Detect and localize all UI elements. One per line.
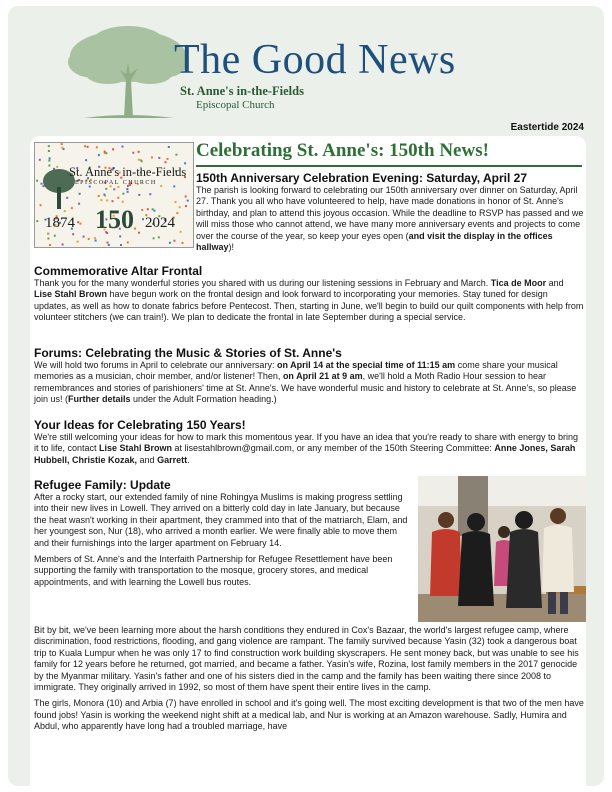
confetti-dot — [142, 218, 144, 220]
ideas-section — [34, 418, 584, 466]
confetti-dot — [138, 194, 140, 196]
church-name: Episcopal Church — [196, 99, 275, 111]
anniversary-text: The parish is looking forward to celebrating our 150th anniversary over dinner on Saturday, April 27. Thank you all who have volunteered to help, have made donations in honor of St. Anne's birthday, and plan to attend this joyous occasion. While the deadline to RSVP has passed and we will miss those who cannot attend, we have many more anniversary events and projects to come over the course of the year, so keep your eyes open (and visit the display in the offices hallway)! — [196, 185, 584, 253]
logo-year-start: 1874 — [45, 215, 75, 231]
confetti-dot — [117, 186, 119, 188]
confetti-dot — [41, 183, 43, 185]
confetti-dot — [106, 199, 108, 201]
confetti-dot — [138, 232, 140, 234]
confetti-dot — [72, 233, 74, 235]
confetti-dot — [134, 228, 136, 230]
refugee-heading: Refugee Family: Update — [34, 478, 171, 492]
confetti-dot — [127, 241, 129, 243]
refugee-family-photo — [418, 476, 586, 622]
confetti-dot — [48, 160, 50, 162]
confetti-dot — [175, 154, 177, 156]
confetti-dot — [168, 146, 170, 148]
confetti-dot — [108, 244, 110, 246]
confetti-dot — [48, 150, 50, 152]
confetti-dot — [61, 147, 63, 149]
title-divider — [196, 165, 582, 167]
confetti-dot — [95, 240, 97, 242]
content-panel — [30, 136, 586, 786]
confetti-dot — [87, 146, 89, 148]
confetti-dot — [103, 194, 105, 196]
confetti-dot — [185, 196, 187, 198]
confetti-dot — [141, 160, 143, 162]
anniversary-section — [196, 171, 584, 253]
confetti-dot — [64, 210, 66, 212]
confetti-dot — [77, 221, 79, 223]
confetti-dot — [158, 157, 160, 159]
confetti-dot — [120, 244, 122, 246]
logo-number: 150 — [95, 205, 134, 234]
confetti-dot — [104, 152, 106, 154]
confetti-dot — [152, 208, 154, 210]
confetti-dot — [122, 193, 124, 195]
confetti-dot — [77, 241, 79, 243]
confetti-dot — [167, 158, 169, 160]
confetti-dot — [56, 166, 58, 168]
confetti-dot — [173, 185, 175, 187]
logo-church-name: St. Anne's in-the-Fields — [69, 165, 187, 179]
confetti-dot — [40, 204, 42, 206]
confetti-dot — [175, 201, 177, 203]
confetti-dot — [182, 242, 184, 244]
ideas-heading: Your Ideas for Celebrating 150 Years! — [34, 418, 246, 432]
confetti-dot — [88, 238, 90, 240]
confetti-dot — [49, 244, 51, 246]
confetti-dot — [47, 233, 49, 235]
confetti-dot — [138, 151, 140, 153]
confetti-dot — [153, 210, 155, 212]
confetti-dot — [79, 193, 81, 195]
anniversary-logo — [34, 142, 194, 248]
confetti-dot — [107, 242, 109, 244]
altar-text: Thank you for the many wonderful stories you shared with us during our listening sessions in February and March. Tica de Moor and Lise Stahl Brown have begun work on the frontal design and look forward to incorporating your memories. Stay tuned for design updates, as well as how to donate fabrics before Pentecost. Then, starting in June, we'll begin to build our quilt components with help from volunteer stitchers (we can train!). We plan to dedicate the frontal in late September during a special service. — [34, 278, 584, 323]
confetti-dot — [127, 191, 129, 193]
refugee-para-2b: Bit by bit, we've been learning more about the harsh conditions they endured in Cox's Bazaar, the world's largest refugee camp, where discrimination, food restrictions, flooding, and gang violence are rampant. The family survived because Yasin (32) took a dangerous boat trip to Kuala Lumpur when he was only 17 to find construction work building skyscrapers. He sent money back, but was unable to see his family for 12 years before he returned, got married, and became a father. Yasin's wife, Rozina, lost family members in the 2017 genocide by the Myanmar military. Yasin's father and one of his sisters died in the camp and the family has been waiting there since 2008 to immigrate. They originally arrived in 1992, so most of them have spent their entire lives in the camp. — [34, 625, 579, 693]
parish-name: St. Anne's in-the-Fields — [180, 84, 304, 98]
confetti-dot — [147, 208, 149, 210]
confetti-dot — [78, 203, 80, 205]
confetti-dot — [105, 188, 107, 190]
confetti-dot — [179, 206, 181, 208]
logo-year-end: 2024 — [145, 215, 175, 231]
family-photo-icon — [418, 476, 586, 622]
confetti-dot — [132, 152, 134, 154]
lead-section-title: Celebrating St. Anne's: 150th News! — [196, 140, 489, 161]
confetti-dot — [48, 145, 50, 147]
forums-section — [34, 346, 584, 406]
refugee-section — [34, 478, 412, 588]
confetti-dot — [141, 209, 143, 211]
forums-heading: Forums: Celebrating the Music & Stories of St. Anne's — [34, 346, 342, 360]
confetti-dot — [180, 231, 182, 233]
masthead — [8, 6, 604, 138]
confetti-dot — [66, 197, 68, 199]
refugee-para-2a: Members of St. Anne's and the Interfaith Partnership for Refugee Resettlement have been supporting the family with transportation to the mosque, grocery stores, and medical appointments, and with learning the Lowell bus routes. — [34, 554, 393, 587]
confetti-dot — [113, 188, 115, 190]
confetti-dot — [48, 165, 50, 167]
refugee-para-3: The girls, Monora (10) and Arbia (7) have enrolled in school and it's going well. The most exciting development is that two of the men have found jobs! Yasin is working the weekend night shift at a medical lab, and Nur is working at an Amazon warehouse. Sadly, Humira and Abdul, who apparently have long had a troubled marriage, have — [34, 698, 584, 732]
ideas-text: We're still welcoming your ideas for how to mark this momentous year. If you have an idea that you're ready to share with energy to bring it to life, contact Lise Stahl Brown at lisestahlbrown@gmail.com, or any member of the 150th Steering Committee: Anne Jones, Sarah Hubbell, Christie Kozak, and Garrett. — [34, 432, 579, 465]
confetti-dot — [100, 199, 102, 201]
confetti-dot — [83, 236, 85, 238]
logo-subtitle: EPISCOPAL CHURCH — [75, 180, 157, 186]
confetti-dot — [184, 162, 186, 164]
confetti-dot — [187, 200, 189, 202]
confetti-dot — [98, 195, 100, 197]
confetti-dot — [153, 237, 155, 239]
confetti-dot — [117, 197, 119, 199]
confetti-dot — [122, 146, 124, 148]
confetti-dot — [42, 185, 44, 187]
confetti-dot — [98, 154, 100, 156]
issue-label: Eastertide 2024 — [510, 122, 584, 133]
refugee-para-1: After a rocky start, our extended family of nine Rohingya Muslims is making progress settling into their new lives in Lowell. They arrived on a bitterly cold day in late January, but because the heat wasn't working in their apartment, they crammed into that of the matriarch, Elam, and her youngest son, Nur (18), who arrived a month earlier. We were finally able to move them and their furnishings into the larger apartment on February 14. — [34, 492, 408, 548]
confetti-dot — [94, 237, 96, 239]
confetti-dot — [96, 146, 98, 148]
refugee-continued — [34, 625, 584, 733]
confetti-dot — [119, 235, 121, 237]
confetti-dot — [79, 223, 81, 225]
tree-logo-icon — [64, 22, 192, 126]
confetti-dot — [39, 159, 41, 161]
confetti-dot — [85, 159, 87, 161]
newsletter-page — [8, 6, 604, 786]
forums-text: We will hold two forums in April to celebrate our anniversary: on April 14 at the special time of 11:15 am come share your musical memories as a musician, choir member, and/or listener! Then, on April 21 at 9 am, we'll hold a Moth Radio Hour session to hear remembrances and stories of parishioners' time at St. Anne's. We have wonderful music and history to celebrate at St. Anne's, so please join us! (Further details under the Adult Formation heading.) — [34, 360, 577, 405]
confetti-dot — [151, 156, 153, 158]
confetti-dot — [61, 143, 63, 145]
confetti-dot — [185, 205, 187, 207]
confetti-dot — [54, 235, 56, 237]
confetti-dot — [36, 180, 38, 182]
confetti-dot — [160, 185, 162, 187]
confetti-dot — [36, 220, 38, 222]
confetti-dot — [173, 240, 175, 242]
newsletter-title: The Good News — [174, 37, 456, 83]
confetti-dot — [112, 148, 114, 150]
confetti-dot — [149, 193, 151, 195]
anniversary-heading: 150th Anniversary Celebration Evening: Saturday, April 27 — [196, 171, 527, 185]
confetti-dot — [62, 244, 64, 246]
altar-heading: Commemorative Altar Frontal — [34, 264, 203, 278]
confetti-dot — [49, 157, 51, 159]
confetti-dot — [84, 145, 86, 147]
confetti-dot — [158, 236, 160, 238]
confetti-dot — [169, 242, 171, 244]
confetti-dot — [176, 212, 178, 214]
confetti-dot — [71, 207, 73, 209]
confetti-dot — [112, 200, 114, 202]
confetti-dot — [122, 201, 124, 203]
confetti-dot — [47, 238, 49, 240]
confetti-dot — [165, 161, 167, 163]
confetti-dot — [126, 188, 128, 190]
altar-section — [34, 264, 584, 324]
confetti-dot — [138, 159, 140, 161]
